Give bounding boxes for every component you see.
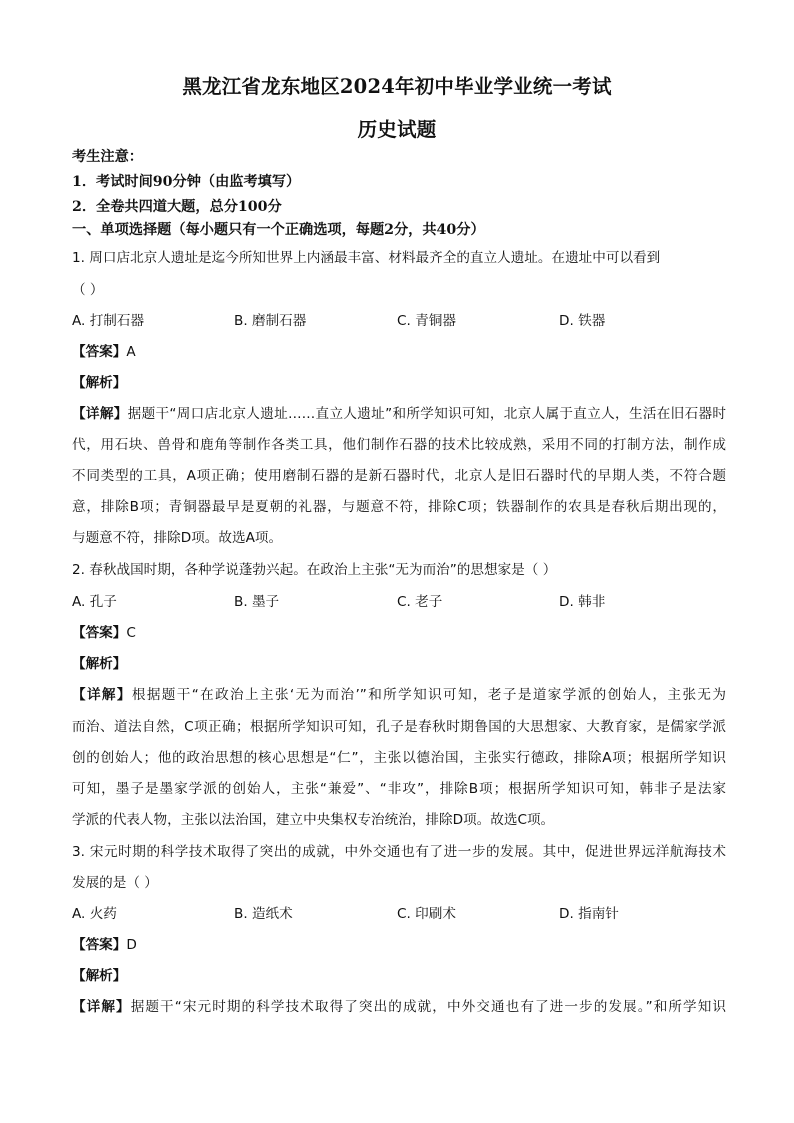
detail-label: 【详解】 [72, 687, 132, 703]
q2-stem-line1: 2. 春秋战国时期，各种学说蓬勃兴起。在政治上主张“无为而治”的思想家是（ ） [72, 562, 557, 578]
q1-stem-line1: 1. 周口店北京人遗址是迄今所知世界上内涵最丰富、材料最齐全的直立人遗址。在遗址中可以看到 [72, 250, 661, 266]
q2-detail-line4: 可知，墨子是墨家学派的创始人，主张“兼爱”、“非攻”，排除B项；根据所学知识可知，韩非子是法家 [72, 781, 726, 797]
detail-label: 【详解】 [72, 999, 131, 1015]
detail-label: 【详解】 [72, 406, 128, 422]
q1-answer-value: A [126, 344, 136, 360]
q3-detail-line1 [72, 997, 726, 1017]
q3-analysis-label [72, 966, 726, 986]
q2-detail-text-1: 根据题干“在政治上主张‘无为而治’”和所学知识可知，老子是道家学派的创始人，主张无为 [131, 687, 726, 703]
section-1-heading: 一、单项选择题（每小题只有一个正确选项，每题2分，共40分） [72, 222, 485, 238]
q1-option-a: A. 打制石器 [72, 313, 145, 329]
q3-option-a: A. 火药 [72, 906, 117, 922]
q3-answer [72, 935, 726, 955]
q3-stem-line1: 3. 宋元时期的科学技术取得了突出的成就，中外交通也有了进一步的发展。其中，促进世界远洋航海技术 [72, 844, 726, 860]
q2-analysis-label [72, 654, 726, 674]
q1-detail-line4: 意，排除B项；青铜器最早是夏朝的礼器，与题意不符，排除C项；铁器制作的农具是春秋后期出现的， [72, 499, 726, 515]
analysis-label: 【解析】 [72, 375, 127, 391]
analysis-label: 【解析】 [72, 656, 127, 672]
q2-answer-value: C [126, 625, 136, 641]
q3-option-c: C. 印刷术 [397, 906, 456, 922]
q2-detail-line2: 而治、道法自然，C项正确；根据所学知识可知，孔子是春秋时期鲁国的大思想家、大教育家，是儒家学派 [72, 719, 726, 735]
exam-title: 黑龙江省龙东地区2024年初中毕业学业统一考试 [182, 75, 612, 98]
q2-answer [72, 623, 726, 643]
notice-item-1: 1．考试时间90分钟（由监考填写） [72, 174, 301, 190]
q2-option-b: B. 墨子 [234, 594, 280, 610]
q1-option-d: D. 铁器 [559, 313, 606, 329]
q2-option-d: D. 韩非 [559, 594, 606, 610]
q2-detail-line1 [72, 685, 726, 705]
q1-detail-line2: 代，用石块、兽骨和鹿角等制作各类工具，他们制作石器的技术比较成熟，采用不同的打制方法，制作成 [72, 437, 726, 453]
answer-label: 【答案】 [72, 625, 127, 641]
exam-subtitle: 历史试题 [357, 118, 437, 141]
analysis-label: 【解析】 [72, 968, 127, 984]
q3-detail-text-1: 据题干“宋元时期的科学技术取得了突出的成就，中外交通也有了进一步的发展。”和所学知识 [130, 999, 726, 1015]
q1-detail-text-1: 据题干“周口店北京人遗址……直立人遗址”和所学知识可知，北京人属于直立人，生活在旧石器时 [127, 406, 727, 422]
q1-option-b: B. 磨制石器 [234, 313, 307, 329]
q1-detail-line1 [72, 404, 726, 424]
q3-option-b: B. 造纸术 [234, 906, 293, 922]
notice-item-2: 2．全卷共四道大题，总分100分 [72, 199, 282, 215]
q1-detail-line5: 与题意不符，排除D项。故选A项。 [72, 530, 283, 546]
q1-answer [72, 342, 726, 362]
notice-heading: 考生注意： [72, 149, 143, 165]
q3-option-d: D. 指南针 [559, 906, 619, 922]
q2-detail-line3: 创的创始人；他的政治思想的核心思想是“仁”，主张以德治国，主张实行德政，排除A项；根据所学知识 [72, 750, 726, 766]
q2-option-c: C. 老子 [397, 594, 443, 610]
q1-option-c: C. 青铜器 [397, 313, 456, 329]
q3-stem-line2: 发展的是（ ） [72, 875, 158, 891]
answer-label: 【答案】 [72, 937, 127, 953]
q1-analysis-label [72, 373, 726, 393]
answer-label: 【答案】 [72, 344, 127, 360]
q3-answer-value: D [126, 937, 137, 953]
q1-detail-line3: 不同类型的工具，A项正确；使用磨制石器的是新石器时代，北京人是旧石器时代的早期人类，不符合题 [72, 468, 726, 484]
q1-stem-line2: （ ） [72, 282, 104, 298]
q2-detail-line5: 学派的代表人物，主张以法治国，建立中央集权专治统治，排除D项。故选C项。 [72, 812, 555, 828]
q2-option-a: A. 孔子 [72, 594, 117, 610]
